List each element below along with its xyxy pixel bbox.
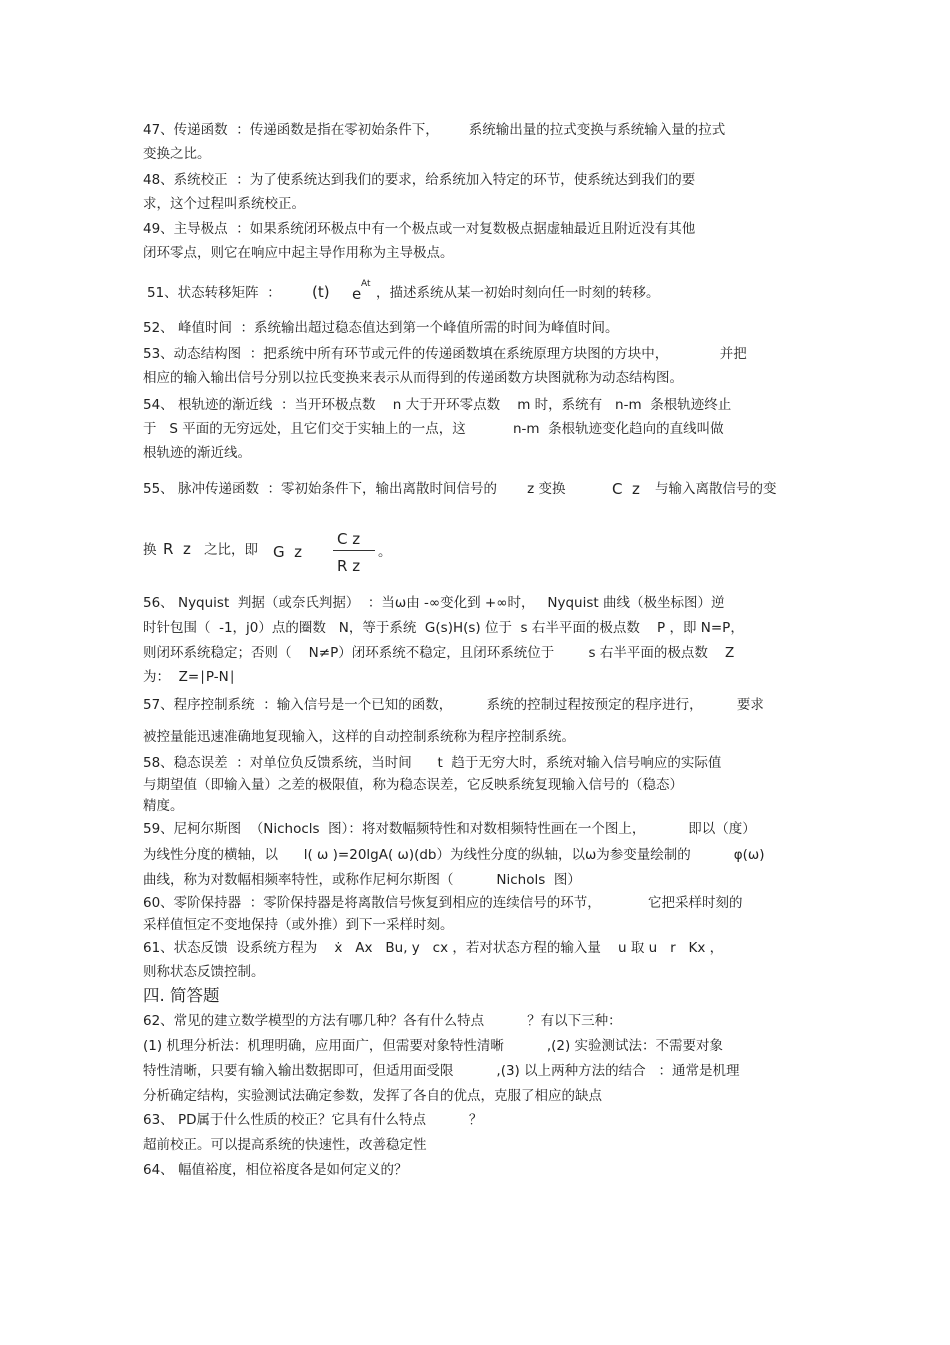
item-55-cz: C z [612, 480, 640, 498]
item-48-line2: 求，这个过程叫系统校正。 [143, 196, 305, 212]
item-62-line3: 特性清晰，只要有输入输出数据即可，但适用面受限 ,(3) 以上两种方法的结合 ：通常是机理 [143, 1063, 740, 1079]
item-54-line3: 根轨迹的渐近线。 [143, 445, 251, 461]
item-57-line1: 57、程序控制系统 ：输入信号是一个已知的函数， 系统的控制过程按预定的程序进行， 要求 [143, 697, 764, 713]
item-61-line2: 则称状态反馈控制。 [143, 964, 265, 980]
item-52-line1: 52、 峰值时间 ：系统输出超过稳态值达到第一个峰值所需的时间为峰值时间。 [143, 320, 619, 336]
fraction-bar [333, 550, 375, 551]
item-56-line3: 则闭环系统稳定；否则（ N≠P）闭环系统不稳定，且闭环系统位于 s 右半平面的极点数 Z [143, 645, 735, 661]
item-51-label: 51、状态转移矩阵 ： [147, 285, 281, 301]
item-56-line2: 时针包围（ -1，j0）点的圈数 N，等于系统 G(s)H(s) 位于 s 右半平面的极点数 P ，即 N=P， [143, 620, 744, 636]
item-48-line1: 48、系统校正 ：为了使系统达到我们的要求，给系统加入特定的环节，使系统达到我们的要 [143, 172, 696, 188]
item-59-line3: 曲线，称为对数幅相频率特性，或称作尼柯尔斯图（ Nichols 图） [143, 872, 581, 888]
item-54-line1: 54、 根轨迹的渐近线 ：当开环极点数 n 大于开环零点数 m 时，系统有 n-m 条根轨迹终止 [143, 397, 732, 413]
item-55-gz: G z [273, 543, 303, 561]
item-47-line2: 变换之比。 [143, 146, 211, 162]
item-58-line2: 与期望值（即输入量）之差的极限值，称为稳态误差，它反映系统复现输入信号的（稳态） [143, 777, 683, 793]
item-55-line1b: 与输入离散信号的变 [655, 481, 777, 497]
item-53-line2: 相应的输入输出信号分别以拉氏变换来表示从而得到的传递函数方块图就称为动态结构图。 [143, 370, 683, 386]
item-55-rz: R z [163, 540, 191, 558]
item-62-line4: 分析确定结构，实验测试法确定参数，发挥了各自的优点，克服了相应的缺点 [143, 1088, 602, 1104]
item-62-line2: (1) 机理分析法：机理明确，应用面广，但需要对象特性清晰 ,(2) 实验测试法：不需要对象 [143, 1038, 724, 1054]
item-63-line1: 63、 PD属于什么性质的校正？它具有什么特点 ？ [143, 1112, 483, 1128]
item-49-line1: 49、主导极点 ：如果系统闭环极点中有一个极点或一对复数极点据虚轴最近且附近没有其他 [143, 221, 696, 237]
item-55-line2a: 换 [143, 542, 157, 558]
item-51-phi-t: (t) [312, 283, 330, 301]
item-60-line2: 采样值恒定不变地保持（或外推）到下一采样时刻。 [143, 917, 454, 933]
item-47-line1: 47、传递函数 ：传递函数是指在零初始条件下， 系统输出量的拉式变换与系统输入量的拉式 [143, 122, 726, 138]
item-55-line1a: 55、 脉冲传递函数 ：零初始条件下，输出离散时间信号的 z 变换 [143, 481, 566, 497]
item-49-line2: 闭环零点，则它在响应中起主导作用称为主导极点。 [143, 245, 454, 261]
item-53-line1: 53、动态结构图 ：把系统中所有环节或元件的传递函数填在系统原理方块图的方块中， 并把 [143, 346, 747, 362]
item-54-line2: 于 S 平面的无穷远处，且它们交于实轴上的一点，这 n-m 条根轨迹变化趋向的直线叫做 [143, 421, 724, 437]
item-56-line4: 为： Z=∣P-N∣ [143, 669, 236, 685]
item-58-line3: 精度。 [143, 798, 184, 814]
item-59-line1: 59、尼柯尔斯图 （Nichocls 图）：将对数幅频特性和对数相频特性画在一个图上， 即以（度） [143, 821, 756, 837]
item-55-line2b: 之比，即 [204, 542, 258, 558]
item-55-denominator: R z [337, 557, 361, 575]
item-55-numerator: C z [337, 530, 361, 548]
item-58-line1: 58、稳态误差 ：对单位负反馈系统，当时间 t 趋于无穷大时，系统对输入信号响应的实际值 [143, 755, 722, 771]
item-57-line2: 被控量能迅速准确地复现输入，这样的自动控制系统称为程序控制系统。 [143, 729, 575, 745]
item-51-exp-power: At [361, 279, 371, 289]
item-64-line1: 64、 幅值裕度，相位裕度各是如何定义的？ [143, 1162, 408, 1178]
item-51-desc: ，描述系统从某一初始时刻向任一时刻的转移。 [376, 285, 660, 301]
item-61-line1: 61、状态反馈 设系统方程为 ẋ Ax Bu, y cx ，若对状态方程的输入量 u 取 u r Kx ， [143, 940, 724, 956]
section-heading: 四. 简答题 [143, 986, 220, 1005]
item-51-exp-base: e [352, 285, 362, 303]
item-59-line2: 为线性分度的横轴，以 l( ω )=20lgA( ω)(db）为线性分度的纵轴，以ω为参变量绘制的 φ(ω) [143, 847, 765, 863]
item-56-line1: 56、 Nyquist 判据（或奈氏判据） ：当ω由 -∞变化到 +∞时， Nyquist 曲线（极坐标图）逆 [143, 595, 725, 611]
item-63-line2: 超前校正。可以提高系统的快速性，改善稳定性 [143, 1137, 427, 1153]
item-60-line1: 60、零阶保持器 ：零阶保持器是将离散信号恢复到相应的连续信号的环节， 它把采样时刻的 [143, 895, 743, 911]
item-62-line1: 62、常见的建立数学模型的方法有哪几种？各有什么特点 ？有以下三种： [143, 1013, 622, 1029]
item-55-end: 。 [378, 544, 392, 560]
